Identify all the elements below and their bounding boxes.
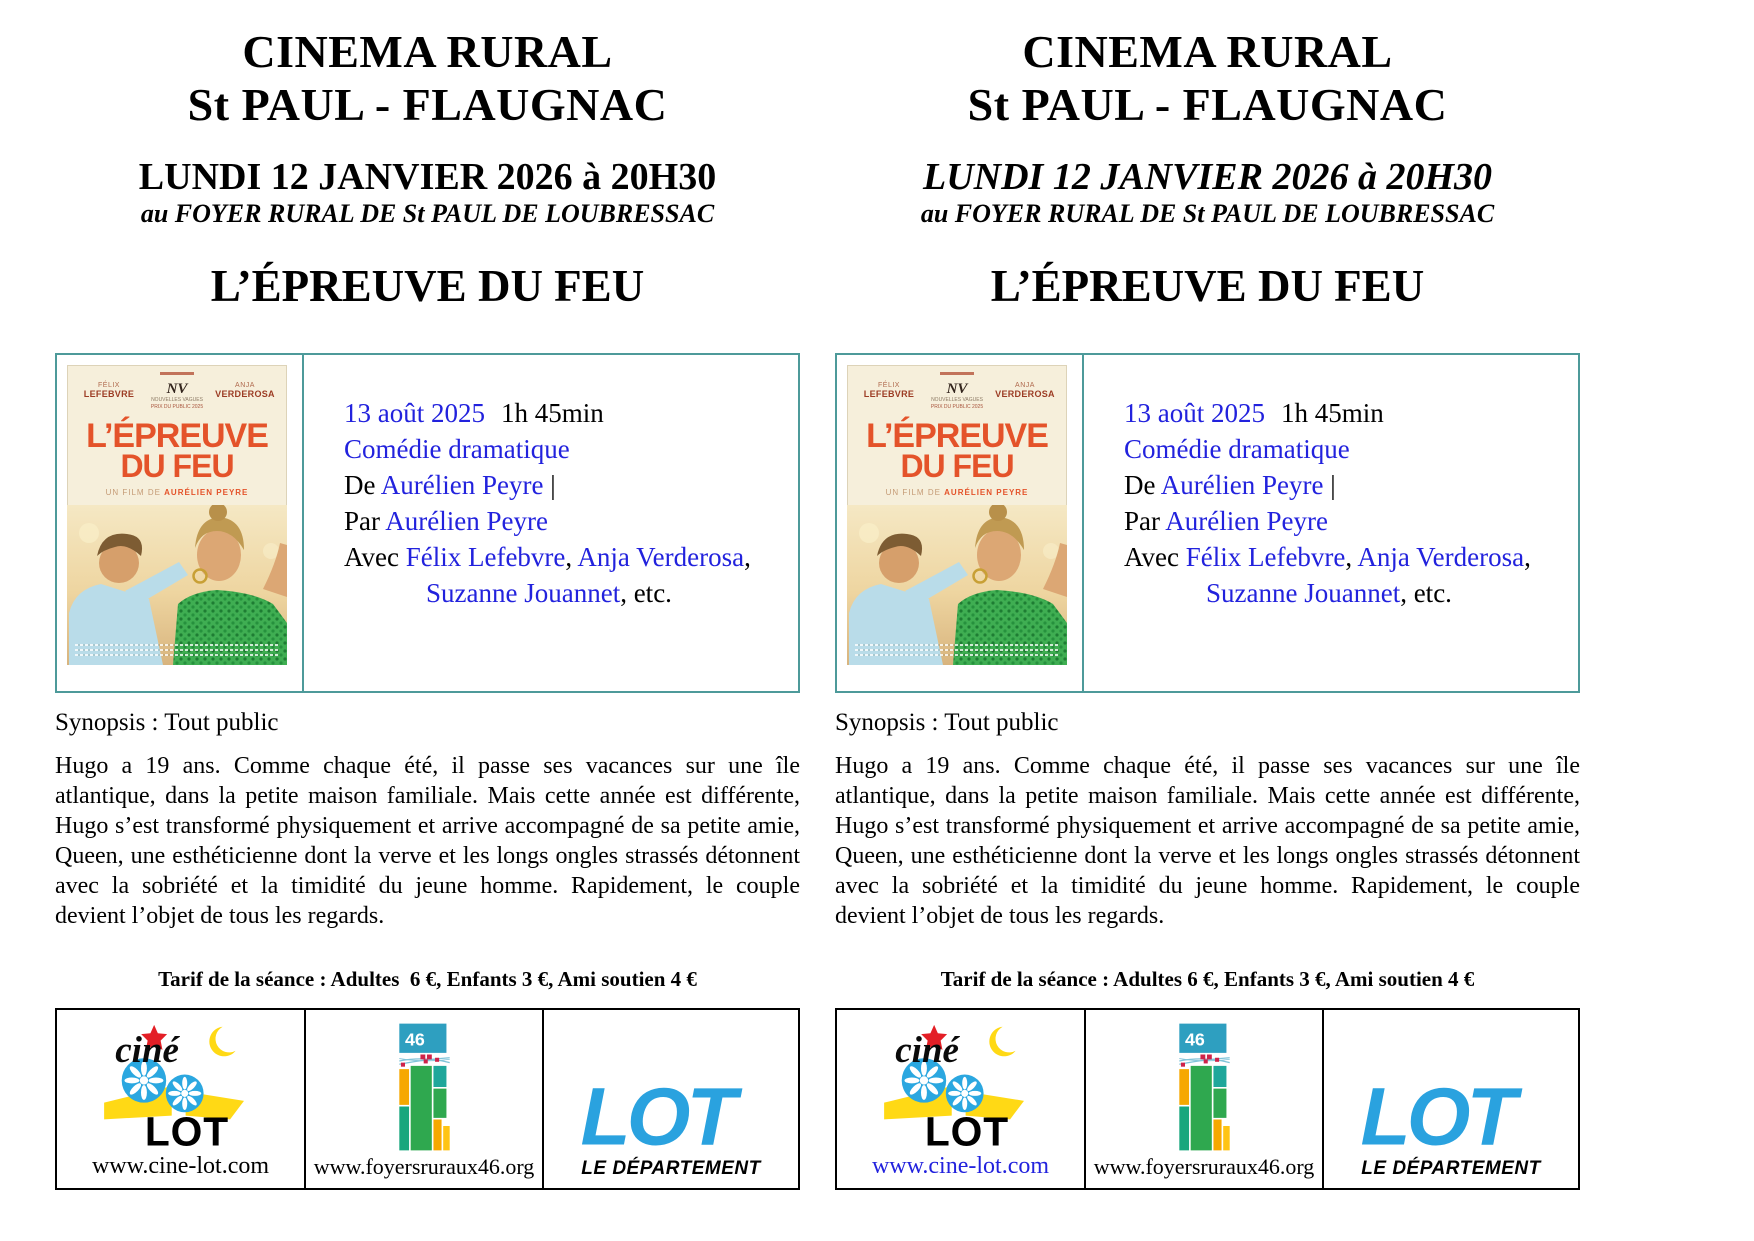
foyers-logo-cell — [304, 1010, 542, 1188]
screening-venue: au FOYER RURAL DE St PAUL DE LOUBRESSAC — [920, 199, 1495, 229]
movie-poster — [67, 365, 287, 665]
cinema-title-line1: CINEMA RURAL — [1022, 26, 1393, 77]
poster-festival-block — [922, 382, 992, 410]
lot-word: LOT — [924, 1108, 1009, 1152]
poster-actor-right-first: ANJA — [1015, 382, 1035, 390]
cast-line-2 — [344, 575, 788, 611]
cinema-title-line2: St PAUL - FLAUGNAC — [967, 78, 1448, 130]
film-reel-icon — [165, 1075, 203, 1113]
foyers46-logo — [396, 1022, 453, 1152]
synopsis-paragraph: Hugo a 19 ans. Comme chaque été, il passe ses vacances sur une île atlantique, dans la petite maison familiale. Mais cette année est différente, Hugo s’est transformé physiquement et arrive accompagné de sa petite amie, Queen, une esthéticienne dont la verve et les longs ongles strassés détonnent avec la sobriété et la timidité du jeune homme. Rapidement, le couple devient l’objet de tous les regards. — [835, 753, 1580, 930]
poster-actor-right-last: VERDEROSA — [215, 389, 275, 400]
genre-line — [1124, 431, 1568, 467]
lot-departement-logo — [1351, 1066, 1551, 1162]
cast-link-2[interactable]: Anja Verderosa — [1357, 542, 1525, 573]
poster-actor-left — [857, 382, 921, 410]
poster-byline — [847, 488, 1067, 497]
comma: , — [1345, 542, 1358, 573]
synopsis-label: Synopsis : Tout public — [835, 709, 1059, 737]
tarif-line: Tarif de la séance : Adultes 6 €, Enfants 3 €, Ami soutien 4 € — [940, 967, 1475, 992]
cine-word: ciné — [114, 1030, 179, 1072]
etc-text: , etc. — [620, 578, 672, 609]
movie-info-cell — [1084, 355, 1578, 691]
separator-text: | — [1323, 470, 1336, 501]
poster-credits-strip — [75, 641, 279, 657]
poster-actor-right — [993, 382, 1057, 410]
foyers-logo-cell — [1084, 1010, 1322, 1188]
poster-actor-right — [213, 382, 277, 410]
foyers-url: www.foyersruraux46.org — [1093, 1154, 1315, 1180]
cinelot-logo — [873, 1021, 1049, 1151]
festival-logo-mark: NV — [166, 381, 188, 398]
cinelot-url[interactable]: www.cine-lot.com — [871, 1153, 1050, 1180]
foyers-url: www.foyersruraux46.org — [313, 1154, 535, 1180]
poster-byline-prefix: UN FILM DE — [105, 488, 165, 498]
poster-byline-name: AURÉLIEN PEYRE — [944, 488, 1029, 498]
synopsis-label: Synopsis : Tout public — [55, 709, 279, 737]
logos-table — [55, 1008, 800, 1190]
poster-festival-block — [142, 382, 212, 410]
movie-info-table — [835, 353, 1580, 693]
comma: , — [565, 542, 578, 573]
poster-actor-right-first: ANJA — [235, 382, 255, 390]
dept-label: LE DÉPARTEMENT — [1361, 1158, 1541, 1180]
cast-link-1[interactable]: Félix Lefebvre — [1185, 542, 1346, 573]
movie-title: L’ÉPREUVE DU FEU — [990, 261, 1425, 312]
producer-line — [1124, 503, 1568, 539]
tarif-line: Tarif de la séance : Adultes 6 €, Enfants 3 €, Ami soutien 4 € — [158, 967, 697, 992]
flyer-right — [835, 0, 1580, 1190]
lot-departement-logo — [571, 1066, 771, 1162]
crescent-icon — [989, 1027, 1015, 1057]
cinema-title-line2: St PAUL - FLAUGNAC — [187, 78, 668, 130]
poster-byline — [67, 488, 287, 497]
cinelot-logo — [93, 1021, 269, 1151]
screening-datetime: LUNDI 12 JANVIER 2026 à 20H30 — [923, 155, 1492, 198]
poster-title-line1: L’ÉPREUVE — [866, 417, 1048, 456]
cinelot-logo-cell — [837, 1010, 1084, 1188]
poster-title — [847, 417, 1067, 485]
producer-link[interactable]: Aurélien Peyre — [1165, 506, 1328, 537]
flyer-left — [55, 0, 800, 1190]
cast-link-3[interactable]: Suzanne Jouannet — [426, 578, 621, 609]
producer-line — [344, 503, 788, 539]
poster-title-line1: L’ÉPREUVE — [86, 417, 268, 456]
poster-title-line2: DU FEU — [900, 448, 1014, 485]
release-line — [344, 395, 788, 431]
poster-byline-name: AURÉLIEN PEYRE — [164, 488, 249, 498]
dept-logo-cell — [542, 1010, 798, 1188]
poster-micro-text-bar — [160, 372, 194, 375]
director-line — [344, 467, 788, 503]
poster-micro-text-bar — [940, 372, 974, 375]
poster-cell — [57, 355, 304, 691]
synopsis-paragraph: Hugo a 19 ans. Comme chaque été, il passe ses vacances sur une île atlantique, dans la petite maison familiale. Mais cette année est différente, Hugo s’est transformé physiquement et arrive accompagné de sa petite amie, Queen, une esthéticienne dont la verve et les longs ongles strassés détonnent avec la sobriété et la timidité du jeune homme. Rapidement, le couple devient l’objet de tous les regards. — [55, 753, 800, 930]
de-label: De — [1124, 470, 1161, 501]
poster-title-line2: DU FEU — [120, 448, 234, 485]
festival-logo-mark: NV — [946, 381, 968, 398]
poster-title — [67, 417, 287, 485]
movie-info-table — [55, 353, 800, 693]
badge-46: 46 — [1184, 1029, 1205, 1050]
cast-link-2[interactable]: Anja Verderosa — [577, 542, 745, 573]
festival-line2: PRIX DU PUBLIC 2025 — [150, 403, 204, 410]
poster-actor-left-first: FÉLIX — [98, 382, 120, 390]
cast-line — [1124, 539, 1568, 575]
poster-credits-strip — [855, 641, 1059, 657]
poster-names-row — [847, 382, 1067, 410]
foyers46-logo — [1176, 1022, 1233, 1152]
genre-link[interactable]: Comédie dramatique — [344, 434, 570, 465]
release-date-link[interactable]: 13 août 2025 — [344, 398, 485, 429]
poster-actor-left — [77, 382, 141, 410]
cinelot-logo-cell — [57, 1010, 304, 1188]
movie-title: L’ÉPREUVE DU FEU — [210, 261, 645, 312]
dept-label: LE DÉPARTEMENT — [581, 1158, 761, 1180]
cast-line-2 — [1124, 575, 1568, 611]
poster-names-row — [67, 382, 287, 410]
poster-actor-left-last: LEFEBVRE — [83, 389, 135, 400]
festival-line2: PRIX DU PUBLIC 2025 — [930, 403, 984, 410]
avec-label: Avec — [344, 542, 406, 573]
separator-text: | — [543, 470, 556, 501]
director-link[interactable]: Aurélien Peyre — [380, 470, 544, 501]
genre-link[interactable]: Comédie dramatique — [1124, 434, 1350, 465]
cast-link-3[interactable]: Suzanne Jouannet — [1206, 578, 1401, 609]
release-line — [1124, 395, 1568, 431]
avec-label: Avec — [1124, 542, 1186, 573]
poster-cell — [837, 355, 1084, 691]
par-label: Par — [1124, 506, 1166, 537]
festival-line1: NOUVELLES VAGUES — [931, 397, 983, 404]
genre-line — [344, 431, 788, 467]
cinelot-url[interactable]: www.cine-lot.com — [91, 1153, 270, 1180]
duration-text: 1h 45min — [1281, 398, 1384, 429]
producer-link[interactable]: Aurélien Peyre — [385, 506, 548, 537]
screening-venue: au FOYER RURAL DE St PAUL DE LOUBRESSAC — [140, 199, 715, 229]
cast-link-1[interactable]: Félix Lefebvre — [405, 542, 566, 573]
par-label: Par — [344, 506, 386, 537]
comma: , — [744, 542, 751, 573]
movie-poster — [847, 365, 1067, 665]
dept-lot-word: LOT — [1360, 1071, 1513, 1163]
director-link[interactable]: Aurélien Peyre — [1160, 470, 1324, 501]
film-reel-icon — [945, 1075, 983, 1113]
dept-logo-cell — [1322, 1010, 1578, 1188]
director-line — [1124, 467, 1568, 503]
release-date-link[interactable]: 13 août 2025 — [1124, 398, 1265, 429]
poster-actor-left-last: LEFEBVRE — [863, 389, 915, 400]
duration-text: 1h 45min — [501, 398, 604, 429]
dept-lot-word: LOT — [580, 1071, 733, 1163]
de-label: De — [344, 470, 381, 501]
lot-word: LOT — [144, 1108, 229, 1152]
screening-datetime: LUNDI 12 JANVIER 2026 à 20H30 — [138, 155, 717, 198]
festival-line1: NOUVELLES VAGUES — [151, 397, 203, 404]
poster-actor-right-last: VERDEROSA — [995, 389, 1055, 400]
poster-actor-left-first: FÉLIX — [878, 382, 900, 390]
poster-byline-prefix: UN FILM DE — [885, 488, 945, 498]
badge-46: 46 — [404, 1029, 425, 1050]
crescent-icon — [209, 1027, 235, 1057]
cinema-title-line1: CINEMA RURAL — [242, 26, 613, 77]
movie-info-cell — [304, 355, 798, 691]
cine-word: ciné — [894, 1030, 959, 1072]
logos-table — [835, 1008, 1580, 1190]
cast-line — [344, 539, 788, 575]
comma: , — [1524, 542, 1531, 573]
etc-text: , etc. — [1400, 578, 1452, 609]
